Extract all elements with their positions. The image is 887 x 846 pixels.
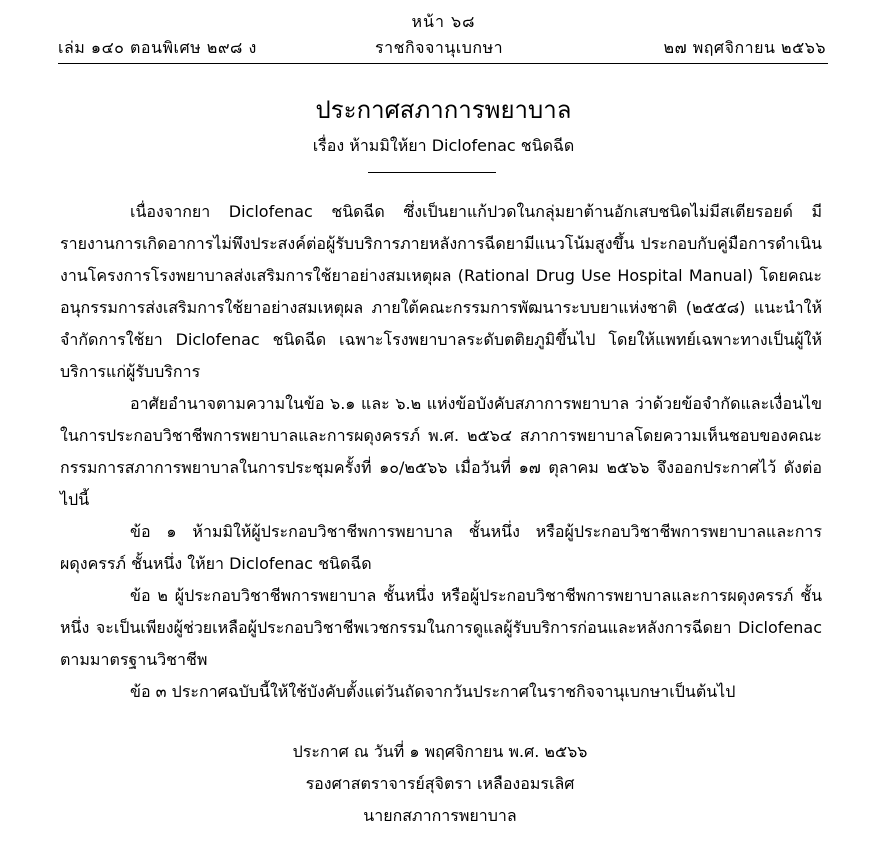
gazette-header	[58, 36, 826, 62]
volume-issue: เล่ม ๑๔๐ ตอนพิเศษ ๒๙๘ ง	[58, 38, 257, 57]
announcement-body	[60, 196, 822, 708]
paragraph-clause-3: ข้อ ๓ ประกาศฉบับนี้ให้ใช้บังคับตั้งแต่วันถัดจากวันประกาศในราชกิจจานุเบกษาเป็นต้นไป	[130, 682, 736, 701]
signatory-name: รองศาสตราจารย์สุจิตรา เหลืองอมรเลิศ	[305, 774, 575, 793]
paragraph-clause-1: ข้อ ๑ ห้ามมิให้ผู้ประกอบวิชาชีพการพยาบาล ชั้นหนึ่ง หรือผู้ประกอบวิชาชีพการพยาบาลและการผดุงครรภ์ ชั้นหนึ่ง ให้ยา Diclofenac ชนิดฉีด	[60, 522, 822, 573]
publication-name: ราชกิจจานุเบกษา	[375, 38, 504, 57]
paragraph-clause-2: ข้อ ๒ ผู้ประกอบวิชาชีพการพยาบาล ชั้นหนึ่ง หรือผู้ประกอบวิชาชีพการพยาบาลและการผดุงครรภ์ ชั้นหนึ่ง จะเป็นเพียงผู้ช่วยเหลือผู้ประกอบวิชาชีพเวชกรรมในการดูแลผู้รับบริการก่อนและหลังการฉีดยา Diclofenac ตามมาตรฐานวิชาชีพ	[60, 586, 822, 669]
publication-date: ๒๗ พฤศจิกายน ๒๕๖๖	[663, 38, 826, 57]
signatory-position: นายกสภาการพยาบาล	[363, 806, 517, 825]
announcement-subject: เรื่อง ห้ามมิให้ยา Diclofenac ชนิดฉีด	[312, 136, 575, 155]
paragraph-background: เนื่องจากยา Diclofenac ชนิดฉีด ซึ่งเป็นยาแก้ปวดในกลุ่มยาต้านอักเสบชนิดไม่มีสเตียรอยด์ มีรายงานการเกิดอาการไม่พึงประสงค์ต่อผู้รับบริการภายหลังการฉีดยามีแนวโน้มสูงขึ้น ประกอบกับคู่มือการดำเนินงานโครงการโรงพยาบาลส่งเสริมการใช้ยาอย่างสมเหตุผล (Rational Drug Use Hospital Manual) โดยคณะอนุกรรมการส่งเสริมการใช้ยาอย่างสมเหตุผล ภายใต้คณะกรรมการพัฒนาระบบยาแห่งชาติ (๒๕๕๘) แนะนำให้จำกัดการใช้ยา Diclofenac ชนิดฉีด เฉพาะโรงพยาบาลระดับตติยภูมิขึ้นไป โดยให้แพทย์เฉพาะทางเป็นผู้ให้บริการแก่ผู้รับบริการ	[60, 202, 822, 381]
signature-date: ประกาศ ณ วันที่ ๑ พฤศจิกายน พ.ศ. ๒๕๖๖	[292, 742, 588, 761]
paragraph-authority: อาศัยอำนาจตามความในข้อ ๖.๑ และ ๖.๒ แห่งข้อบังคับสภาการพยาบาล ว่าด้วยข้อจำกัดและเงื่อนไขในการประกอบวิชาชีพการพยาบาลและการผดุงครรภ์ พ.ศ. ๒๕๖๔ สภาการพยาบาลโดยความเห็นชอบของคณะกรรมการสภาการพยาบาลในการประชุมครั้งที่ ๑๐/๒๕๖๖ เมื่อวันที่ ๑๗ ตุลาคม ๒๕๖๖ จึงออกประกาศไว้ ดังต่อไปนี้	[60, 394, 822, 509]
announcement-title: ประกาศสภาการพยาบาล	[315, 96, 572, 124]
header-divider	[58, 63, 828, 64]
page-number: หน้า ๖๘	[411, 12, 476, 31]
title-divider	[368, 172, 496, 173]
